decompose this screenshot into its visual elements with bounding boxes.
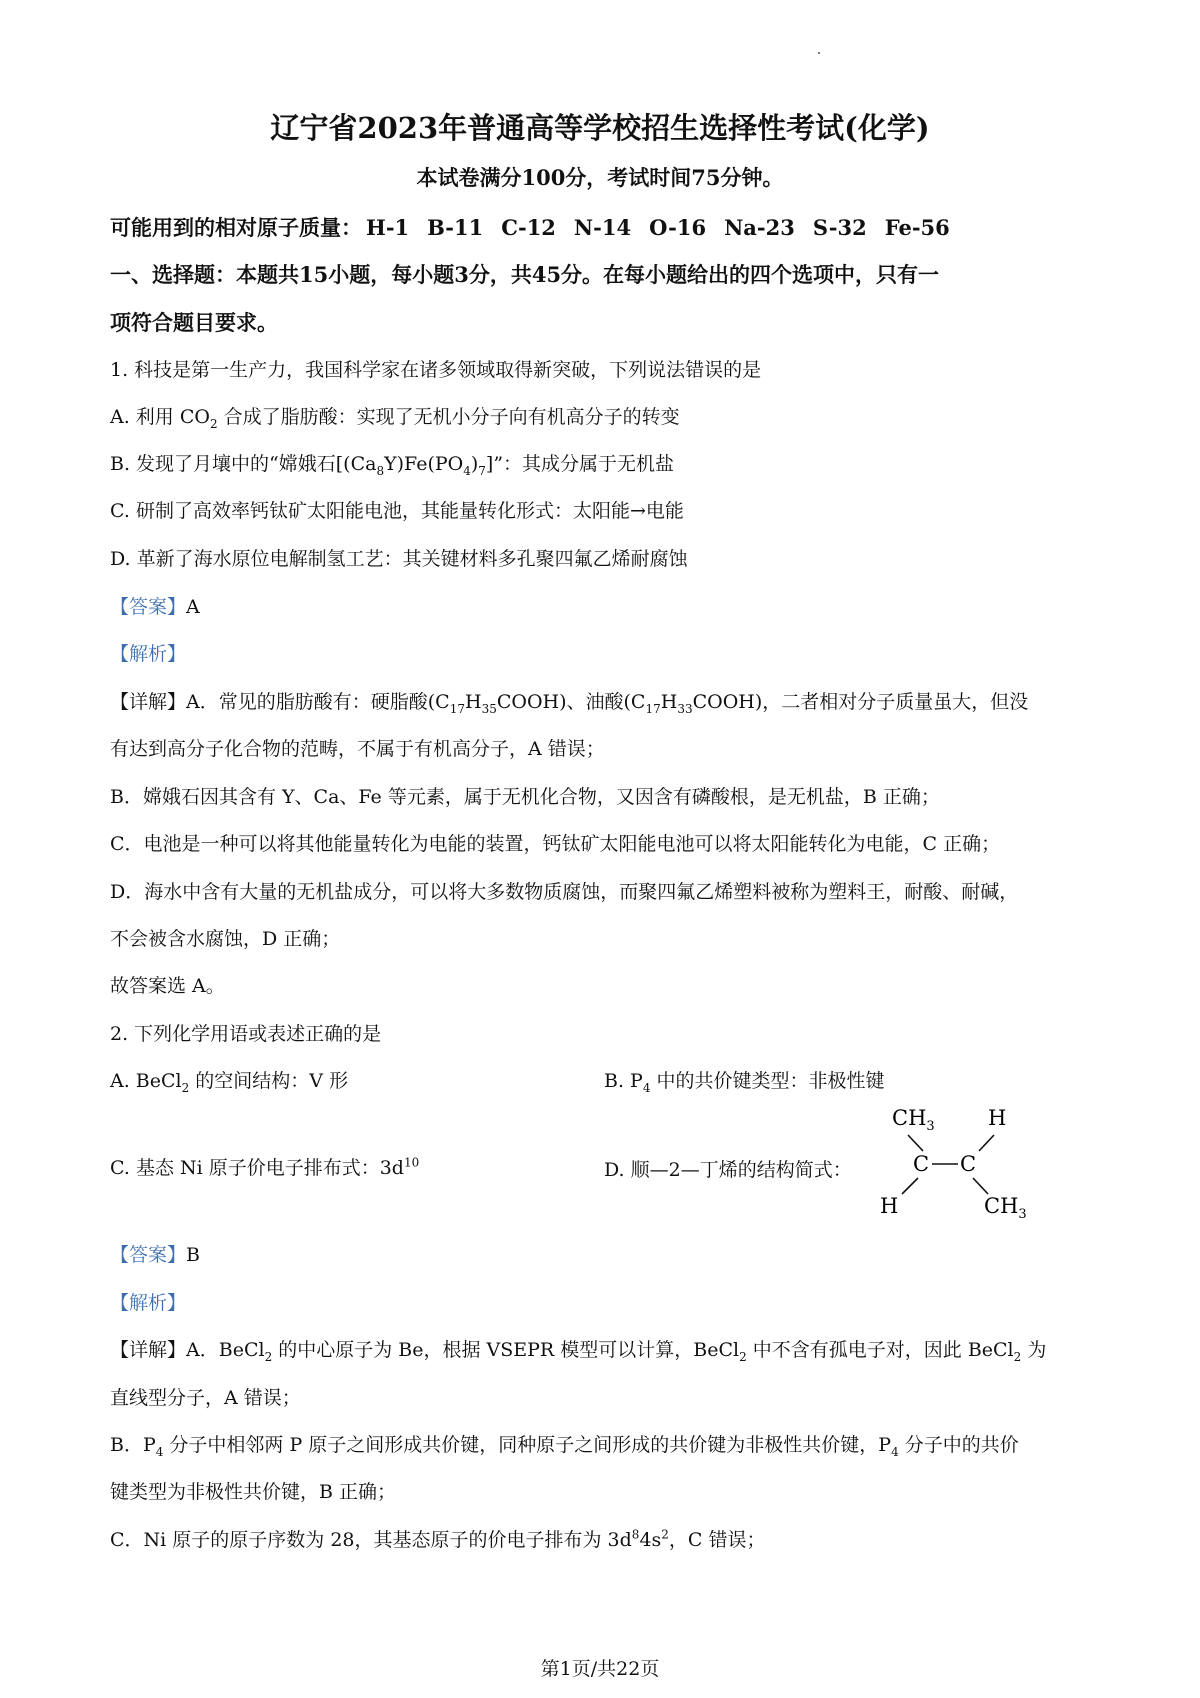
q1-explanation-1: 【详解】A．常见的脂肪酸有：硬脂酸$(C_{17}H_{35}COOH)$、油酸$(C_{17}H_{33}COOH)$，二者相对分子质量虽大，但没 [110, 691, 1029, 716]
answer-value: B [186, 1244, 200, 1266]
mass-c: C-12 [501, 215, 556, 240]
q2-answer [110, 1242, 1100, 1268]
bond-bottom-left [902, 1178, 918, 1194]
atomic-masses [110, 213, 1100, 243]
q2-option-a: A. BeCl$_2$ 的空间结构：V 形 [110, 1070, 349, 1095]
section-heading-line2: 项符合题目要求。 [110, 310, 278, 335]
q1-explanation-4: C．电池是一种可以将其他能量转化为电能的装置，钙钛矿太阳能电池可以将太阳能转化为电能，C 正确； [110, 833, 1001, 855]
answer-tag: 【答案】 [110, 1244, 187, 1266]
q1-option-d: D. 革新了海水原位电解制氢工艺：其关键材料多孔聚四氟乙烯耐腐蚀 [110, 548, 688, 570]
struct-h-top: H [988, 1106, 1007, 1130]
mass-n: N-14 [573, 215, 632, 240]
q2-explanation-1: 【详解】A．BeCl$_2$ 的中心原子为 Be，根据 VSEPR 模型可以计算，BeCl$_2$ 中不含有孤电子对，因此 BeCl$_2$ 为 [110, 1339, 1047, 1364]
mass-b: B-11 [427, 215, 484, 240]
q2-option-c: C. 基态 Ni 原子价电子排布式：$3d^{10}$ [110, 1155, 420, 1179]
q2-analysis-tag: 【解析】 [110, 1292, 187, 1314]
bond-top-right [979, 1135, 994, 1151]
section-heading-line1: 一、选择题：本题共15小题，每小题3分，共45分。在每小题给出的四个选项中，只有一 [110, 262, 940, 287]
exam-title: 辽宁省2023年普通高等学校招生选择性考试(化学) [270, 111, 930, 145]
cis-2-butene-structure [870, 1100, 1050, 1225]
q1-option-a: A. 利用 $CO_2$ 合成了脂肪酸：实现了无机小分子向有机高分子的转变 [110, 406, 680, 431]
q2-option-d: D. 顺—2—丁烯的结构简式： [604, 1159, 852, 1181]
bond-top-left [908, 1135, 923, 1151]
mass-fe: Fe-56 [884, 215, 950, 240]
q1-explanation-2: 有达到高分子化合物的范畴，不属于有机高分子，A 错误； [110, 738, 605, 760]
atomic-masses-label: 可能用到的相对原子质量： [110, 215, 362, 240]
q2-explanation-2: 直线型分子，A 错误； [110, 1387, 301, 1409]
q1-stem: 1. 科技是第一生产力，我国科学家在诸多领域取得新突破，下列说法错误的是 [110, 359, 762, 381]
struct-c-right: C [960, 1152, 977, 1176]
page-footer: 第1页/共22页 [540, 1658, 660, 1680]
scan-dot [818, 52, 820, 54]
struct-ch3-top: $CH_3$ [892, 1106, 935, 1134]
mass-s: S-32 [812, 215, 867, 240]
q1-answer [110, 594, 1100, 620]
q1-option-c: C. 研制了高效率钙钛矿太阳能电池，其能量转化形式：太阳能→电能 [110, 500, 684, 522]
answer-tag: 【答案】 [110, 596, 187, 618]
bond-bottom-right [973, 1178, 988, 1194]
q2-explanation-3: B．$P_4$ 分子中相邻两 P 原子之间形成共价键，同种原子之间形成的共价键为非极性共价键，$P_4$ 分子中的共价 [110, 1434, 1019, 1459]
q2-option-b: B. $P_4$ 中的共价键类型：非极性键 [604, 1070, 885, 1095]
struct-h-bottom: H [880, 1194, 899, 1218]
q1-explanation-7: 故答案选 A。 [110, 975, 225, 997]
exam-subtitle: 本试卷满分100分，考试时间75分钟。 [416, 165, 784, 190]
q2-stem: 2. 下列化学用语或表述正确的是 [110, 1023, 382, 1045]
q1-explanation-3: B．嫦娥石因其含有 Y、Ca、Fe 等元素，属于无机化合物，又因含有磷酸根，是无机盐，B 正确； [110, 786, 940, 808]
mass-h: H-1 [366, 215, 410, 240]
struct-ch3-bottom: $CH_3$ [984, 1194, 1027, 1222]
q1-analysis-tag: 【解析】 [110, 643, 187, 665]
struct-c-left: C [913, 1152, 930, 1176]
q2-explanation-5: C．Ni 原子的原子序数为 28，其基态原子的价电子排布为 $3d^84s^2$，C 错误； [110, 1527, 766, 1551]
mass-o: O-16 [649, 215, 707, 240]
q1-option-b: B. 发现了月壤中的“嫦娥石$[(Ca_8Y)Fe(PO_4)_7]$”：其成分属于无机盐 [110, 453, 675, 478]
q2-explanation-4: 键类型为非极性共价键，B 正确； [110, 1481, 397, 1503]
q1-explanation-5: D．海水中含有大量的无机盐成分，可以将大多数物质腐蚀，而聚四氟乙烯塑料被称为塑料王，耐酸、耐碱， [110, 881, 1019, 903]
mass-na: Na-23 [724, 215, 795, 240]
q1-explanation-6: 不会被含水腐蚀，D 正确； [110, 928, 341, 950]
answer-value: A [186, 596, 200, 618]
